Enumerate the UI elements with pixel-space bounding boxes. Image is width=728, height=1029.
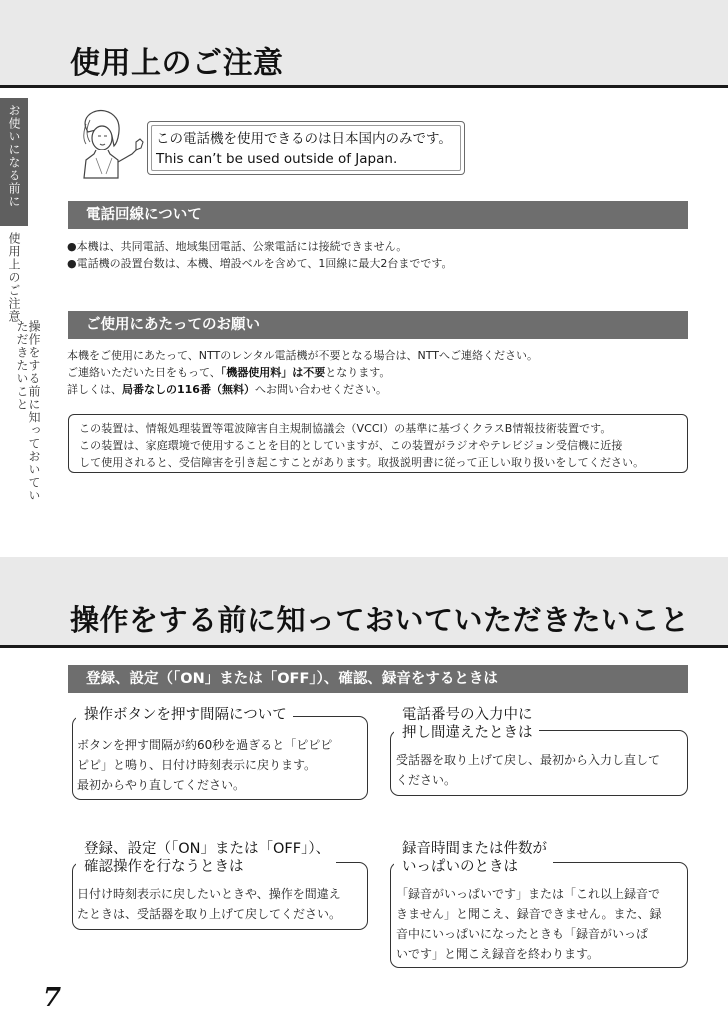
vcci-line: この装置は、家庭環境で使用することを目的としていますが、この装置がラジオやテレビジョン受信機に近接 — [79, 439, 623, 452]
tip-heading: 録音時間または件数が いっぱいのときは — [394, 840, 553, 876]
usage-fee-emphasis: 「機器使用料」は不要 — [220, 366, 326, 379]
notice-bubble — [147, 121, 465, 175]
side-tab-precautions[interactable] — [0, 226, 28, 326]
side-tab-label: お使いになる前に — [7, 104, 21, 208]
vcci-line: この装置は、情報処理装置等電波障害自主規制協議会（VCCI）の基準に基づくクラスB情報技術装置です。 — [79, 422, 612, 435]
bullet-item: ●本機は、共同電話、地域集団電話、公衆電話には接続できません。 — [67, 240, 408, 253]
side-tab-label: 操作をする前に知っておいていただきたいこと — [15, 320, 41, 502]
section-heading-request: ご使用にあたってのお願い — [68, 311, 688, 339]
tip-heading: 操作ボタンを押す間隔について — [76, 706, 293, 724]
side-tab-before-operation[interactable] — [14, 314, 42, 514]
side-tab-label: 使用上のご注意 — [7, 232, 21, 323]
request-line-3: 詳しくは、局番なしの116番（無料）へお問い合わせください。 — [67, 383, 387, 396]
notice-line-japanese: この電話機を使用できるのは日本国内のみです。 — [156, 131, 452, 147]
vcci-line: して使用されると、受信障害を引き起こすことがあります。取扱説明書に従って正しい取り扱いをしてください。 — [79, 456, 645, 469]
notice-line-english: This can’t be used outside of Japan. — [156, 151, 398, 167]
tip-heading: 電話番号の入力中に 押し間違えたときは — [394, 706, 539, 742]
bullet-item: ●電話機の設置台数は、本機、増設ベルを含めて、1回線に最大2台までです。 — [67, 257, 453, 270]
request-line-1: 本機をご使用にあたって、NTTのレンタル電話機が不要となる場合は、NTTへご連絡ください。 — [67, 349, 539, 362]
title-divider — [0, 85, 728, 88]
page-title: 使用上のご注意 — [70, 46, 284, 81]
tip-body: ボタンを押す間隔が約60秒を過ぎると「ピピピ ピピ」と鳴り、日付け時刻表示に戻ります。 最初からやり直してください。 — [77, 738, 333, 792]
section-heading-operation: 登録、設定（「ON」または「OFF」）、確認、録音をするときは — [68, 665, 688, 693]
woman-illustration — [66, 102, 150, 182]
request-line-2: ご連絡いただいた日をもって、「機器使用料」は不要となります。 — [67, 366, 391, 379]
tip-body: 日付け時刻表示に戻したいときや、操作を間違え たときは、受話器を取り上げて戻してください。 — [77, 887, 342, 921]
side-tab-before-use[interactable] — [0, 98, 28, 226]
tip-body: 「録音がいっぱいです」または「これ以上録音で きません」と聞こえ、録音できません。また、録 音中にいっぱいになったときも「録音がいっぱ いです」と聞こえ録音を終わります。 — [396, 887, 662, 961]
vcci-notice-box — [68, 414, 688, 473]
phone-line-bullets — [67, 238, 453, 272]
tip-body: 受話器を取り上げて戻し、最初から入力し直して ください。 — [396, 753, 661, 787]
number-116-emphasis: 局番なしの116番（無料） — [122, 383, 255, 396]
section2-divider — [0, 645, 728, 648]
section2-title: 操作をする前に知っておいていただきたいこと — [70, 603, 690, 637]
tip-heading: 登録、設定（「ON」または「OFF」）、 確認操作を行なうときは — [76, 840, 336, 876]
section-heading-phone-line: 電話回線について — [68, 201, 688, 229]
page-number: 7 — [43, 983, 62, 1013]
